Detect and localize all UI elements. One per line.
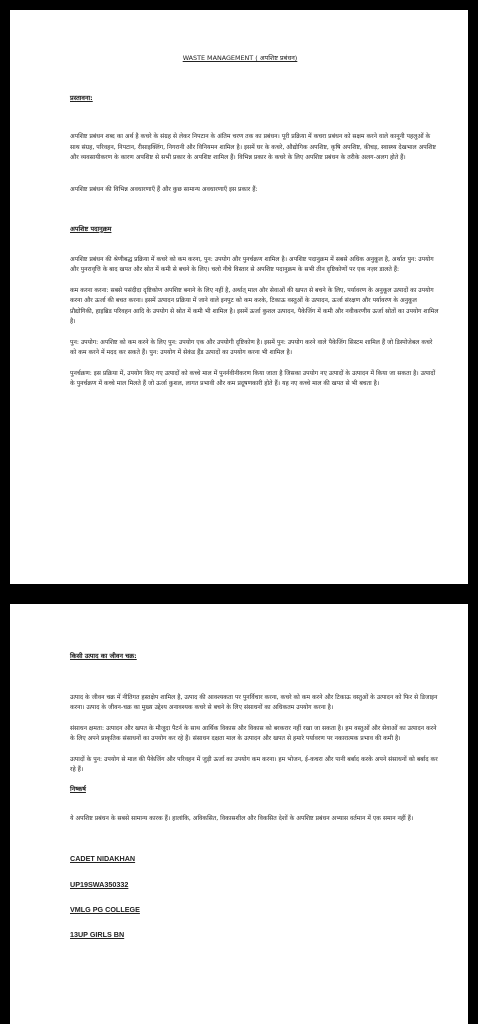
signature-block xyxy=(70,853,440,942)
conclusion-heading: निष्कर्ष xyxy=(70,784,86,793)
document-title: WASTE MANAGEMENT ( अपशिष्ट प्रबंधन) xyxy=(182,54,298,62)
unit-name: 13UP GIRLS BN xyxy=(70,930,125,940)
reuse-energy-paragraph: उत्पादों के पुन: उपयोग से माल की पैकेजिंग और परिवहन में जुड़ी ऊर्जा का उपयोग कम करना। हम भोजन, ई-कचरा और पानी बर्बाद करके अपने संसाधनों को बर्बाद कर रहे हैं। xyxy=(70,755,438,774)
document-page-2 xyxy=(10,604,468,1024)
hierarchy-heading: अपशिष्ट पदानुक्रम xyxy=(70,224,112,233)
conclusion-paragraph: ये अपशिष्ट प्रबंधन के सबसे सामान्य कारक हैं। हालांकि, अविकसित, विकासशील और विकसित देशों के अपशिष्ट प्रबंधन अभ्यास वर्तमान में एक समान नहीं हैं। xyxy=(70,814,414,822)
recycle-paragraph: पुनर्चक्रण: इस प्रक्रिया में, उपयोग किए गए उत्पादों को कच्चे माल में पुनर्नवीनीकरण किया जाता है जिसका उपयोग नए उत्पादों के उत्पादन में किया जा सकता है। उत्पादों के पुनर्चक्रण में कच्चे माल मिलते हैं जो ऊर्जा कुशल, लागत प्रभावी और कम प्रदूषणकारी होते हैं। यह नए कच्चे माल की खपत से भी बचता है। xyxy=(70,369,436,388)
college-name: VMLG PG COLLEGE xyxy=(70,905,140,915)
reduce-paragraph: कम करना करना: सबसे पसंदीदा दृष्टिकोण अपशिष्ट बनाने के लिए नहीं है, अर्थात् माल और सेवाओं की खपत से बचने के लिए, पर्यावरण के अनुकूल उत्पादों का उपयोग करना और ऊर्जा की बचत करना। इसमें उत्पादन प्रक्रिया में जाने वाले इनपुट को कम करके, टिकाऊ वस्तुओं के उत्पादन, ऊर्जा संरक्षण और पर्यावरण के अनुकूल प्रौद्योगिकी, हाइब्रिड परिवहन आदि के उपयोग से स्रोत में कमी भी शामिल है। इसमें ऊर्जा कुशल उत्पादन, पैकेजिंग में कमी और नवीकरणीय ऊर्जा स्रोतों का उपयोग शामिल है। xyxy=(70,286,439,326)
intro-paragraph: अपशिष्ट प्रबंधन शब्द का अर्थ है कचरे के संग्रह से लेकर निपटान के अंतिम चरण तक का प्रबंधन। पूरी प्रक्रिया में कचरा प्रबंधन को सक्षम करने वाले कानूनी पहलुओं के साथ संग्रह, परिवहन, निपटान, रीसाइक्लिंग, निगरानी और विनियमन शामिल है। इसमें घर के कचरे, औद्योगिक अपशिष्ट, कृषि अपशिष्ट, कीचड़, स्वास्थ्य देखभाल अपशिष्ट और व्यवसायीकरण के कारण अपशिष्ट से सभी प्रकार के अपशिष्ट शामिल हैं। विभिन्न प्रकार के कचरे के लिए अपशिष्ट प्रबंधन के तरीके अलग-अलग होते हैं। xyxy=(70,133,436,161)
intro-heading: प्रस्तावना: xyxy=(70,94,93,103)
resource-efficiency-paragraph: संसाधन क्षमता: उत्पादन और खपत के मौजूदा पैटर्न के साथ आर्थिक विकास और विकास को बरकरार नहीं रखा जा सकता है। हम वस्तुओं और सेवाओं का उत्पादन करने के लिए अपने प्राकृतिक संसाधनों का उपयोग कर रहे हैं। संसाधन दक्षता माल के उत्पादन और खपत से हमारे पर्यावरण पर नकारात्मक प्रभाव की कमी है। xyxy=(70,724,437,743)
hierarchy-paragraph: अपशिष्ट प्रबंधन की श्रेणीबद्ध प्रक्रिया में कचरे को कम करना, पुन: उपयोग और पुनर्चक्रण शामिल है। अपशिष्ट पदानुक्रम में सबसे अधिक अनुकूल है, अर्थात पुन: उपयोग और पुनरावृत्ति के बाद खपत और स्रोत में कमी से बचने के लिए। चलो नीचे विस्तार से अपशिष्ट पदानुक्रम के सभी तीन दृष्टिकोणों पर एक नज़र डालते हैं: xyxy=(70,255,434,274)
document-page-1 xyxy=(10,10,468,584)
lifecycle-paragraph: उत्पाद के जीवन चक्र में नीतिगत हस्तक्षेप शामिल है, उत्पाद की आवश्यकता पर पुनर्विचार करना, कचरे को कम करने और टिकाऊ वस्तुओं के उत्पादन को फिर से डिजाइन करना। उत्पाद के जीवन-चक्र का मुख्य उद्देश्य अनावश्यक कचरे से बचने के लिए संसाधनों का अधिकतम उपयोग करना है। xyxy=(70,694,438,712)
reuse-paragraph: पुन: उपयोग: अपशिष्ट को कम करने के लिए पुन: उपयोग एक और उपयोगी दृष्टिकोण है। इसमें पुन: उपयोग करने वाले पैकेजिंग सिस्टम शामिल हैं जो डिस्पोजेबल कचरे को कम करने में मदद कर सकते हैं। पुन: उपयोग में सेकंड हैंड उत्पादों का उपयोग करना भी शामिल है। xyxy=(70,338,433,357)
cadet-name: CADET NIDAKHAN xyxy=(70,854,136,864)
registration-number: UP19SWA350332 xyxy=(70,879,129,889)
intro-concepts-paragraph: अपशिष्ट प्रबंधन की विभिन्न अवधारणाएँ हैं और कुछ सामान्य अवधारणाएँ इस प्रकार हैं: xyxy=(70,186,258,194)
lifecycle-heading: किसी उत्पाद का जीवन चक्र: xyxy=(70,652,137,660)
